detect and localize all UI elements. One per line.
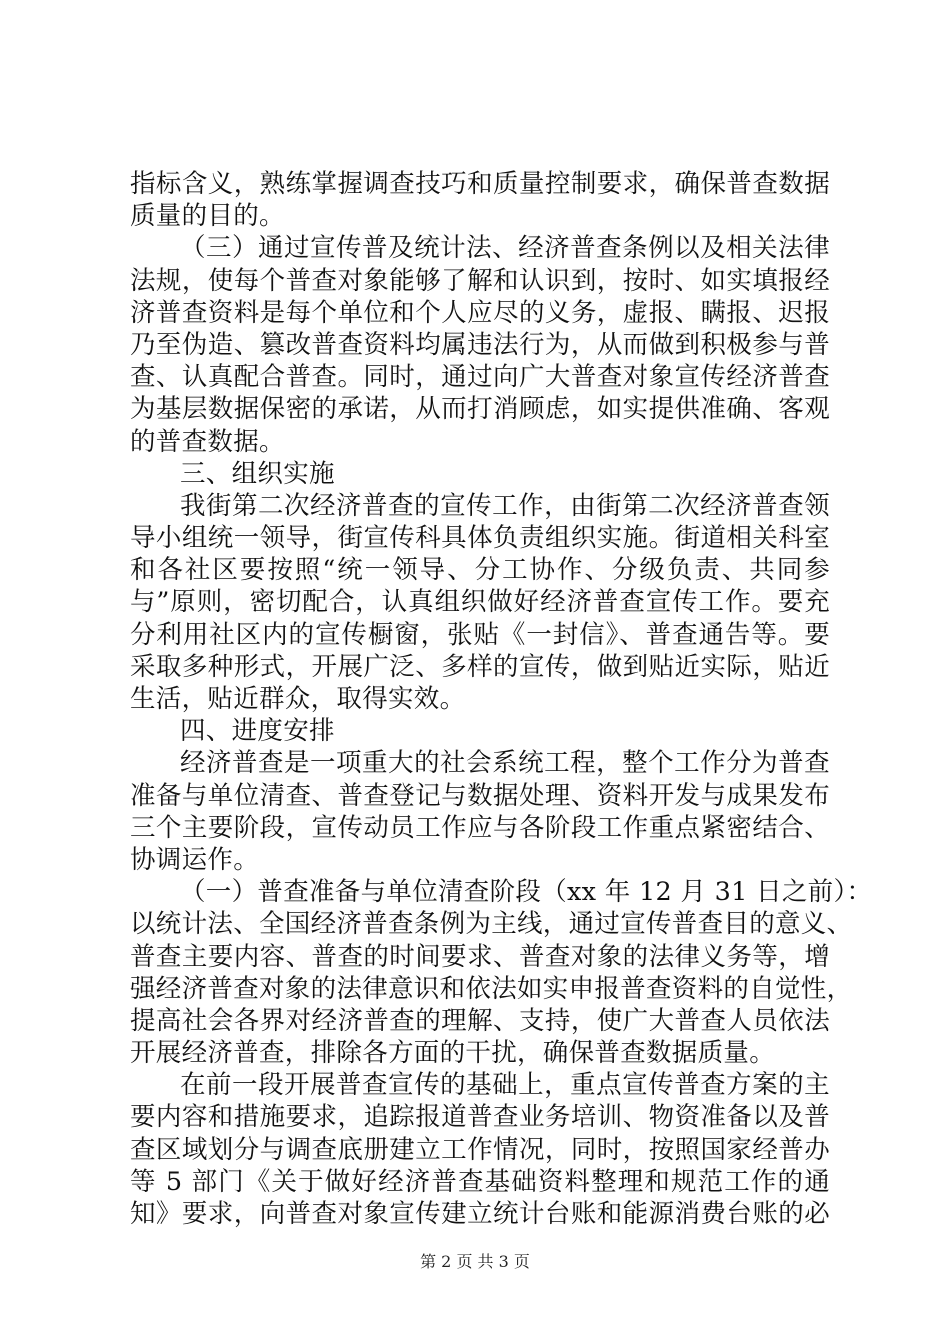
text-line: 查区域划分与调查底册建立工作情况，同时，按照国家经普办 <box>130 1134 830 1165</box>
text-line: 质量的目的。 <box>130 201 285 232</box>
text-line: 查、认真配合普查。同时，通过向广大普查对象宣传经济普查 <box>130 362 830 393</box>
text-line: 乃至伪造、篡改普查资料均属违法行为，从而做到积极参与普 <box>130 329 830 360</box>
text-line: 知》要求，向普查对象宣传建立统计台账和能源消费台账的必 <box>130 1199 830 1229</box>
text-line: 采取多种形式，开展广泛、多样的宣传，做到贴近实际，贴近 <box>130 651 830 682</box>
text-line: （三）通过宣传普及统计法、经济普查条例以及相关法律 <box>180 233 830 264</box>
text-line: 在前一段开展普查宣传的基础上，重点宣传普查方案的主 <box>180 1070 830 1101</box>
text-line: 指标含义，熟练掌握调查技巧和质量控制要求，确保普查数据 <box>130 169 830 199</box>
text-line: 和各社区要按照“统一领导、分工协作、分级负责、共同参 <box>130 555 830 586</box>
text-line: 经济普查是一项重大的社会系统工程，整个工作分为普查 <box>180 748 830 779</box>
text-line: 协调运作。 <box>130 844 260 875</box>
page-number: 第 2 页 共 3 页 <box>420 1252 530 1271</box>
section-heading: 三、组织实施 <box>180 458 335 489</box>
text-line: 强经济普查对象的法律意识和依法如实申报普查资料的自觉性， <box>130 973 853 1004</box>
text-line: 提高社会各界对经济普查的理解、支持，使广大普查人员依法 <box>130 1005 830 1036</box>
text-line: 以统计法、全国经济普查条例为主线，通过宣传普查目的意义、 <box>130 909 853 940</box>
text-line: 生活，贴近群众，取得实效。 <box>130 684 466 714</box>
text-line: （一）普查准备与单位清查阶段（xx 年 12 月 31 日之前）： <box>180 877 873 908</box>
text-line: 的普查数据。 <box>130 426 285 457</box>
text-line: 为基层数据保密的承诺，从而打消顾虑，如实提供准确、客观 <box>130 394 830 425</box>
document-body <box>130 168 873 1230</box>
text-line: 济普查资料是每个单位和个人应尽的义务，虚报、瞒报、迟报 <box>130 297 830 328</box>
text-line: 导小组统一领导，街宣传科具体负责组织实施。街道相关科室 <box>130 523 830 554</box>
text-line: 等 5 部门《关于做好经济普查基础资料整理和规范工作的通 <box>130 1166 830 1197</box>
text-line: 开展经济普查，排除各方面的干扰，确保普查数据质量。 <box>130 1038 776 1069</box>
text-line: 普查主要内容、普查的时间要求、普查对象的法律义务等，增 <box>130 941 830 972</box>
text-line: 法规，使每个普查对象能够了解和认识到，按时、如实填报经 <box>130 265 830 296</box>
section-heading: 四、进度安排 <box>180 716 335 747</box>
text-line: 三个主要阶段，宣传动员工作应与各阶段工作重点紧密结合、 <box>130 812 830 843</box>
text-line: 与”原则，密切配合，认真组织做好经济普查宣传工作。要充 <box>130 587 830 618</box>
page-footer <box>0 1252 950 1272</box>
text-line: 分利用社区内的宣传橱窗，张贴《一封信》、普查通告等。要 <box>130 619 830 650</box>
text-line: 要内容和措施要求，追踪报道普查业务培训、物资准备以及普 <box>130 1102 830 1133</box>
text-line: 我街第二次经济普查的宣传工作，由街第二次经济普查领 <box>180 490 830 521</box>
text-line: 准备与单位清查、普查登记与数据处理、资料开发与成果发布 <box>130 780 830 811</box>
